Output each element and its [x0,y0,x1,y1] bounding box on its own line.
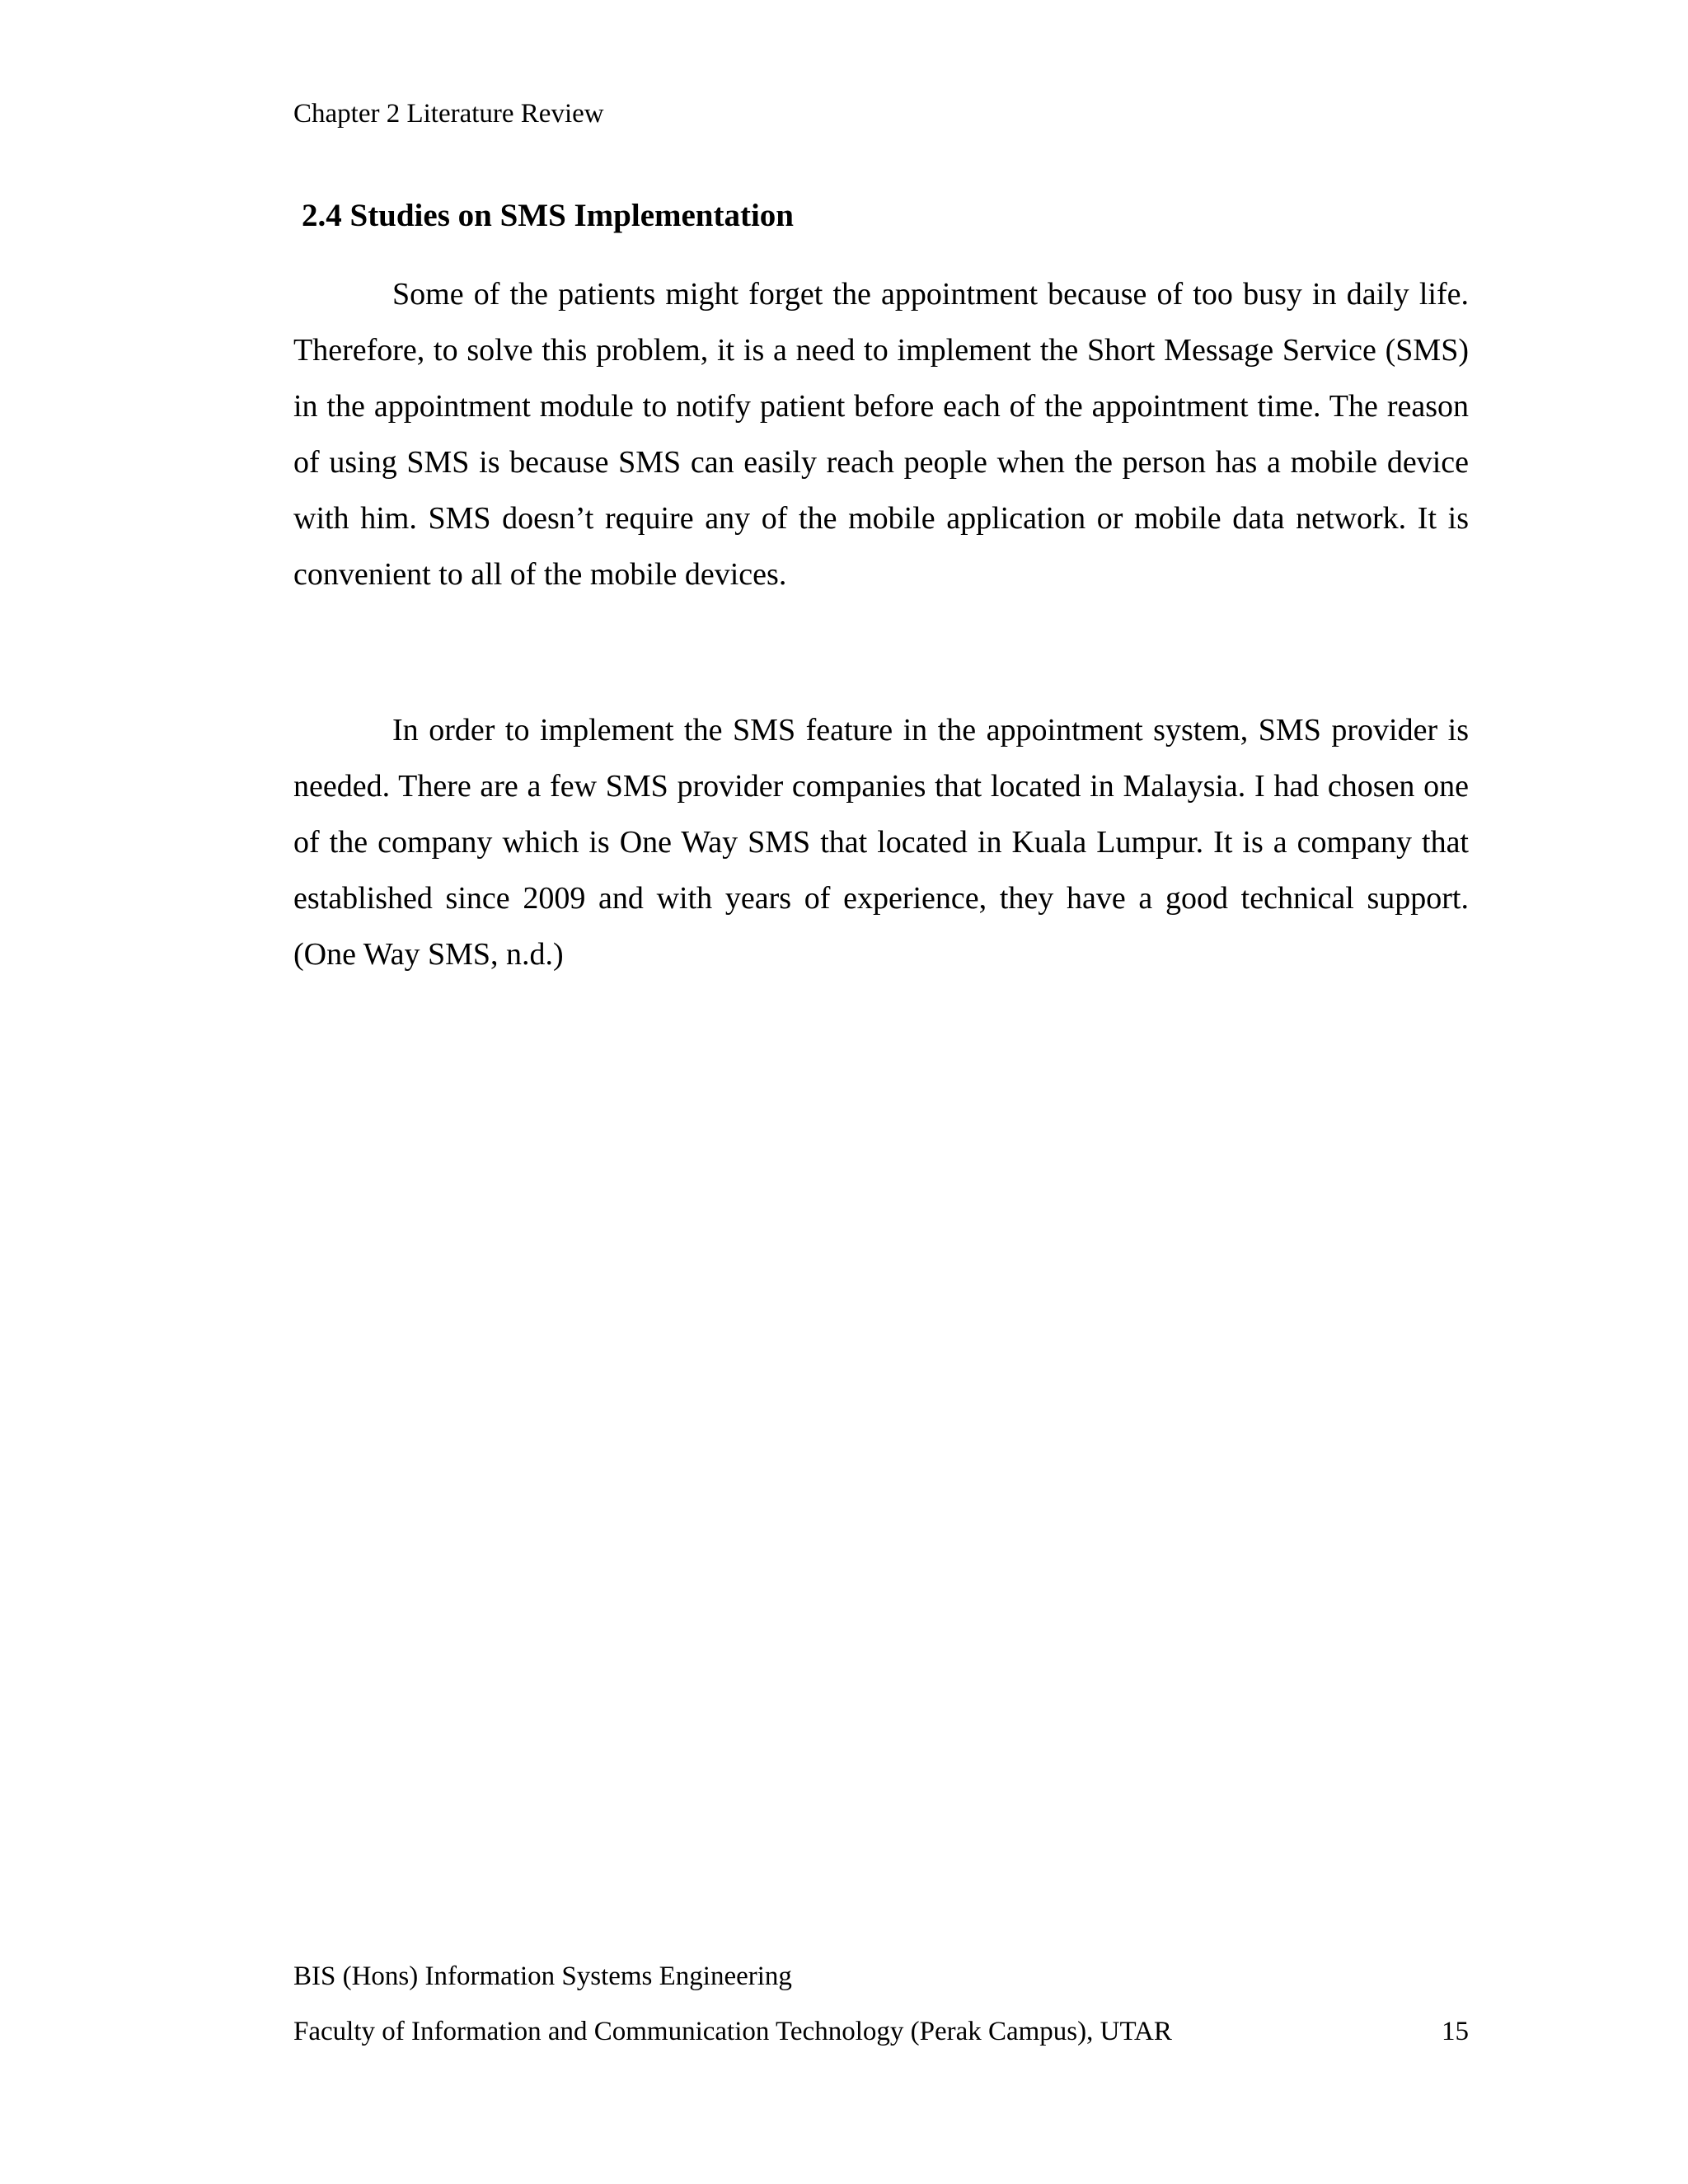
section-heading: 2.4 Studies on SMS Implementation [302,198,794,233]
footer-faculty: Faculty of Information and Communication Technology (Perak Campus), UTAR [293,2017,1172,2046]
page-number: 15 [1442,2017,1469,2046]
running-header: Chapter 2 Literature Review [293,99,604,129]
body-paragraph-2: In order to implement the SMS feature in the appointment system, SMS provider is needed. There are a few SMS provider companies that located in Malaysia. I had chosen one of the company which is One Way SMS that located in Kuala Lumpur. It is a company that established since 2009 and with years of experience, they have a good technical support. (One Way SMS, n.d.) [293,713,1469,972]
body-paragraph-1: Some of the patients might forget the appointment because of too busy in daily life. Therefore, to solve this problem, it is a need to implement the Short Message Service (SMS) in the appointment module to notify patient before each of the appointment time. The reason of using SMS is because SMS can easily reach people when the person has a mobile device with him. SMS doesn’t require any of the mobile application or mobile data network. It is convenient to all of the mobile devices. [293,277,1469,592]
footer-program: BIS (Hons) Information Systems Engineering [293,1961,792,1991]
